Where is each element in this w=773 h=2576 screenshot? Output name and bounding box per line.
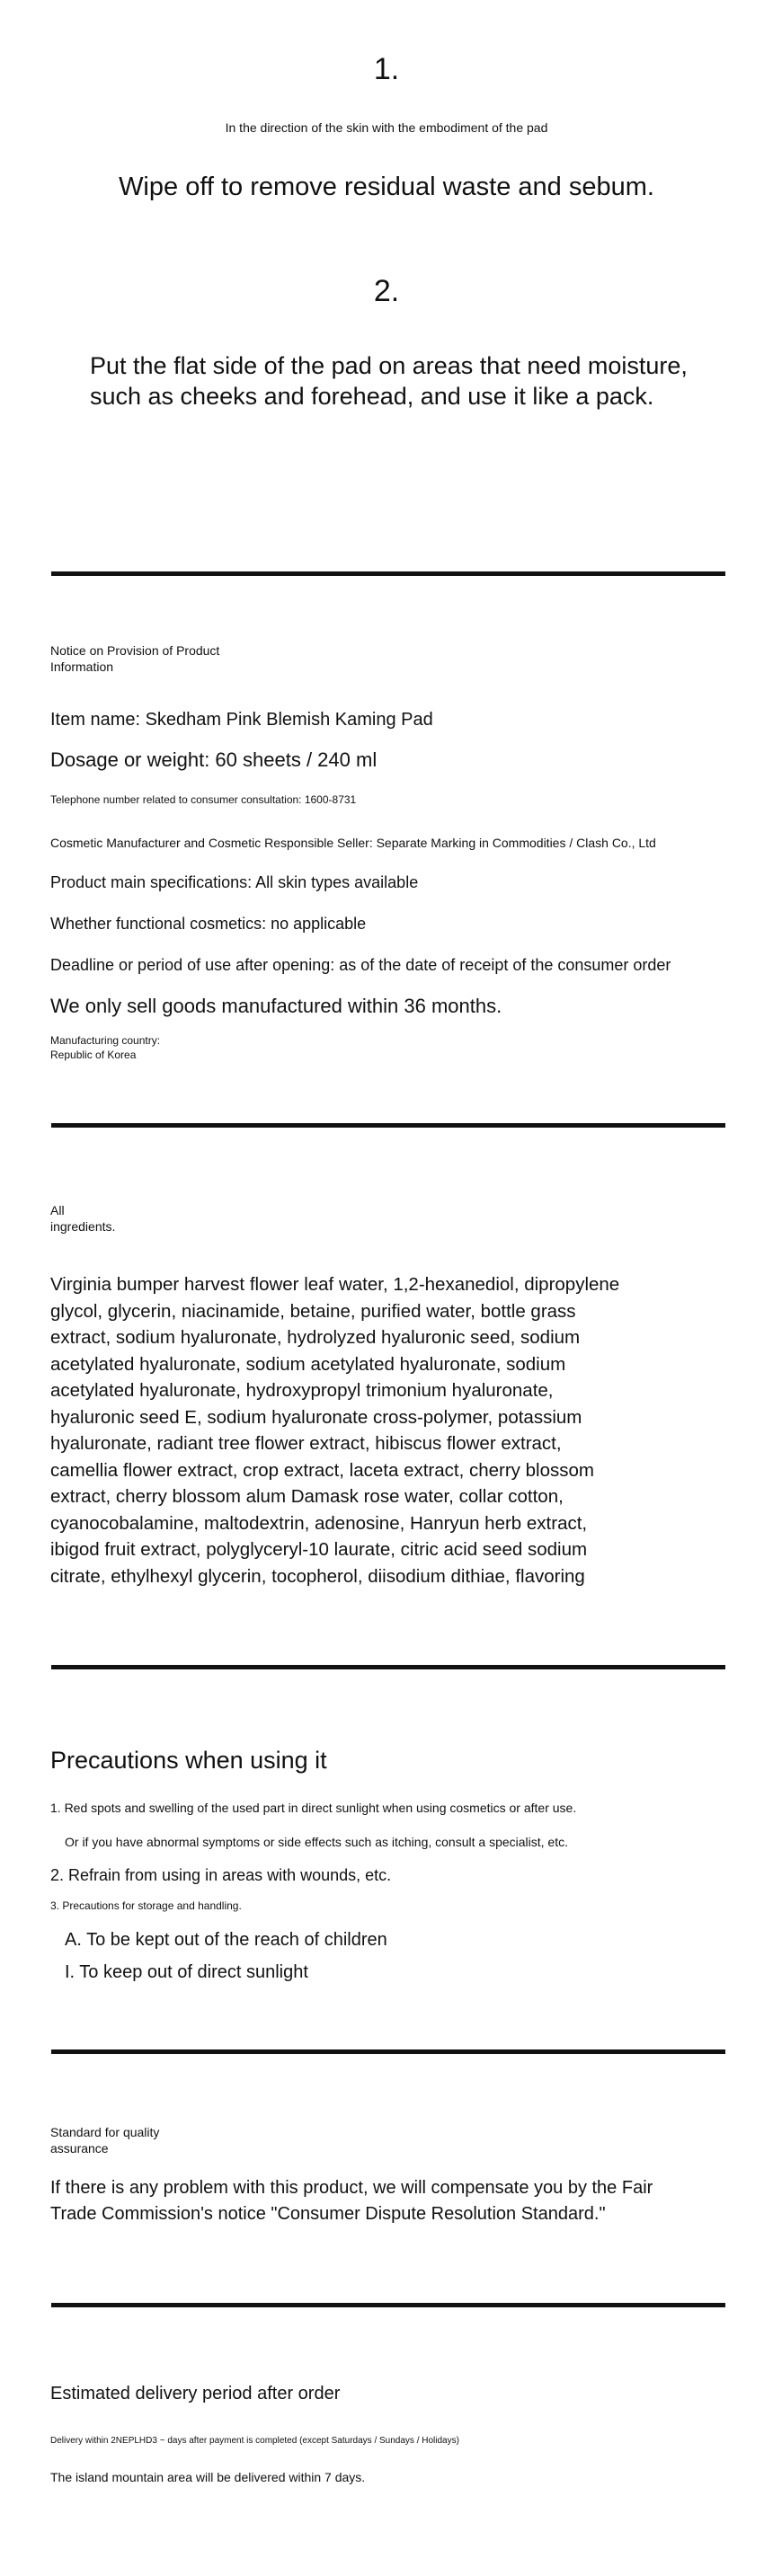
- section-divider: [51, 2049, 725, 2054]
- quality-heading-line-1: Standard for quality: [50, 2125, 160, 2139]
- main-specifications: Product main specifications: All skin types available: [50, 873, 419, 891]
- ingredients-line: acetylated hyaluronate, hydroxypropyl trimonium hyaluronate,: [50, 1380, 554, 1401]
- precaution-item-3: 3. Precautions for storage and handling.: [50, 1899, 242, 1912]
- product-info-heading-line-1: Notice on Provision of Product: [50, 643, 220, 658]
- dosage-weight: Dosage or weight: 60 sheets / 240 ml: [50, 748, 378, 771]
- consultation-telephone: Telephone number related to consumer consultation: 1600-8731: [50, 793, 357, 806]
- ingredients-line: Virginia bumper harvest flower leaf water, 1,2-hexanediol, dipropylene: [50, 1274, 620, 1295]
- ingredients-line: cyanocobalamine, maltodextrin, adenosine, Hanryun herb extract,: [50, 1512, 588, 1534]
- manufacturer-seller: Cosmetic Manufacturer and Cosmetic Responsible Seller: Separate Marking in Commodities / Clash Co., Ltd: [50, 836, 656, 850]
- ingredients-line: acetylated hyaluronate, sodium acetylated hyaluronate, sodium: [50, 1353, 566, 1375]
- section-divider: [51, 2303, 725, 2307]
- ingredients-line: ibigod fruit extract, polyglyceryl-10 laurate, citric acid seed sodium: [50, 1539, 588, 1560]
- country-label: Manufacturing country:: [50, 1034, 161, 1047]
- step-1-text: Wipe off to remove residual waste and sebum.: [119, 173, 654, 201]
- ingredients-list: [50, 1271, 733, 1589]
- quality-line-2: Trade Commission's notice "Consumer Dispute Resolution Standard.": [50, 2204, 606, 2224]
- section-divider: [51, 1665, 725, 1669]
- country-value: Republic of Korea: [50, 1049, 137, 1061]
- section-divider: [51, 1123, 725, 1128]
- product-info-heading-line-2: Information: [50, 659, 114, 674]
- item-name: Item name: Skedham Pink Blemish Kaming Pad: [50, 710, 433, 730]
- quality-line-1: If there is any problem with this product, we will compensate you by the Fair: [50, 2178, 653, 2198]
- precaution-item-1: 1. Red spots and swelling of the used part in direct sunlight when using cosmetics or after use.: [50, 1801, 577, 1815]
- precaution-item-3a: A. To be kept out of the reach of children: [65, 1930, 387, 1950]
- ingredients-line: hyaluronic seed E, sodium hyaluronate cross-polymer, potassium: [50, 1406, 582, 1428]
- step-1-direction: In the direction of the skin with the embodiment of the pad: [225, 120, 548, 135]
- ingredients-line: extract, cherry blossom alum Damask rose water, collar cotton,: [50, 1486, 564, 1507]
- ingredients-line: extract, sodium hyaluronate, hydrolyzed hyaluronic seed, sodium: [50, 1327, 581, 1348]
- ingredients-line: camellia flower extract, crop extract, laceta extract, cherry blossom: [50, 1459, 594, 1481]
- ingredients-line: citrate, ethylhexyl glycerin, tocopherol, diisodium dithiae, flavoring: [50, 1565, 585, 1587]
- ingredients-line: glycol, glycerin, niacinamide, betaine, purified water, bottle grass: [50, 1300, 576, 1322]
- step-2-line-2: such as cheeks and forehead, and use it like a pack.: [90, 383, 654, 410]
- ingredients-heading-line-2: ingredients.: [50, 1219, 116, 1234]
- delivery-line-2: The island mountain area will be delivered within 7 days.: [50, 2470, 366, 2484]
- delivery-line-1: Delivery within 2NEPLHD3 ~ days after payment is completed (except Saturdays / Sundays / Holidays): [50, 2436, 459, 2446]
- step-2-number: 2.: [373, 274, 400, 308]
- delivery-heading: Estimated delivery period after order: [50, 2384, 341, 2403]
- section-divider: [51, 571, 725, 576]
- functional-cosmetics: Whether functional cosmetics: no applicable: [50, 915, 367, 933]
- usage-deadline: Deadline or period of use after opening: as of the date of receipt of the consumer order: [50, 956, 671, 974]
- precautions-heading: Precautions when using it: [50, 1747, 327, 1774]
- manufactured-within: We only sell goods manufactured within 36 months.: [50, 995, 502, 1017]
- ingredients-heading-line-1: All: [50, 1203, 65, 1217]
- precaution-item-3b: I. To keep out of direct sunlight: [65, 1962, 308, 1982]
- step-2-line-1: Put the flat side of the pad on areas that need moisture,: [90, 352, 688, 379]
- ingredients-line: hyaluronate, radiant tree flower extract, hibiscus flower extract,: [50, 1433, 562, 1454]
- precaution-item-2: 2. Refrain from using in areas with wounds, etc.: [50, 1866, 392, 1884]
- step-1-number: 1.: [373, 52, 400, 86]
- precaution-item-1-continued: Or if you have abnormal symptoms or side effects such as itching, consult a specialist, etc.: [65, 1835, 568, 1849]
- quality-heading-line-2: assurance: [50, 2141, 109, 2156]
